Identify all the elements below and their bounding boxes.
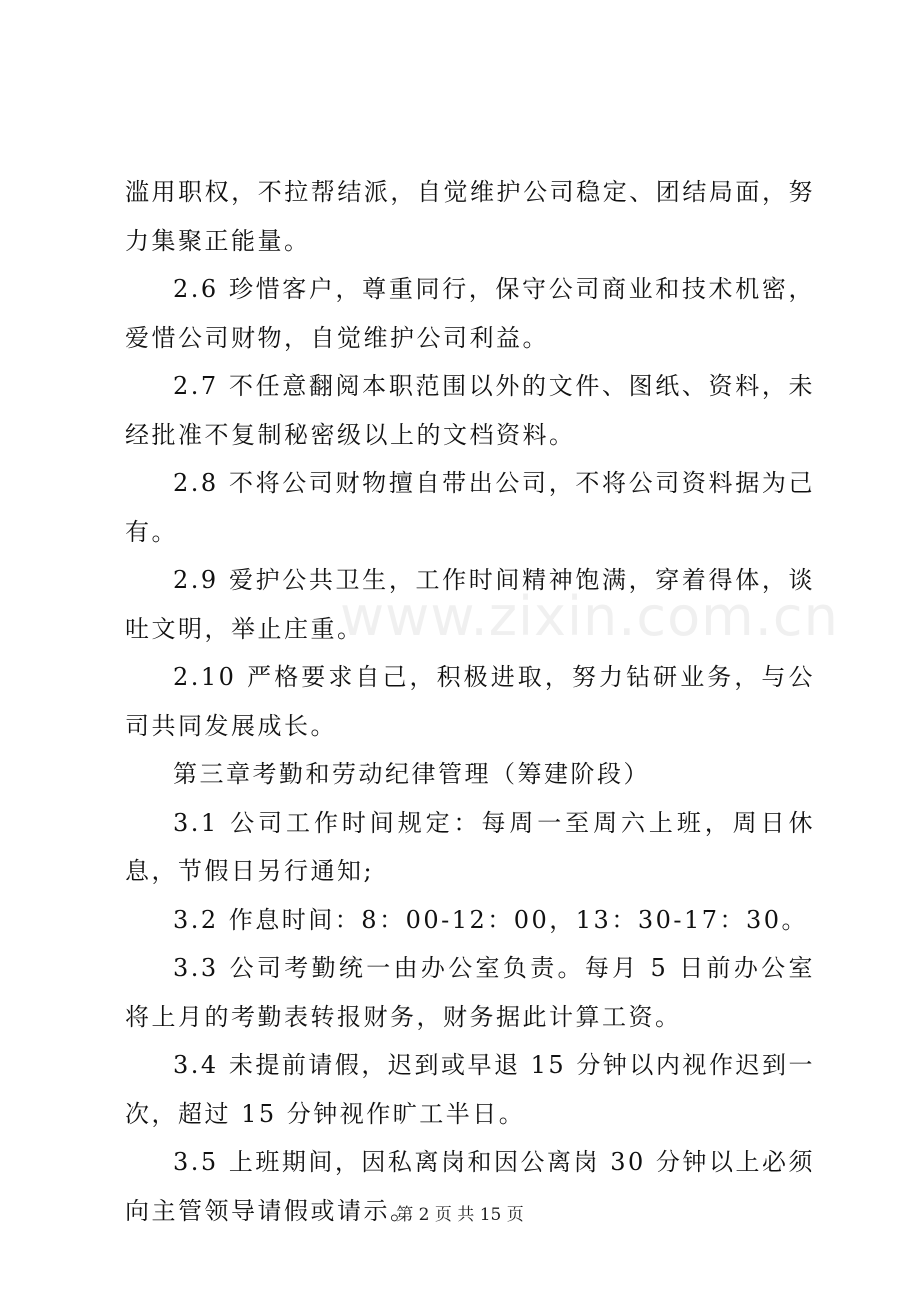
page-number-footer: 第 2 页 共 15 页 xyxy=(396,1205,524,1225)
paragraph-3-4: 3.4 未提前请假，迟到或早退 15 分钟以内视作迟到一次，超过 15 分钟视作旷工半日。 xyxy=(125,1051,815,1128)
paragraph-2-8: 2.8 不将公司财物擅自带出公司，不将公司资料据为己有。 xyxy=(125,469,815,546)
paragraph-2-6: 2.6 珍惜客户，尊重同行，保守公司商业和技术机密，爱惜公司财物，自觉维护公司利益。 xyxy=(125,275,815,352)
paragraph-continuation: 滥用职权，不拉帮结派，自觉维护公司稳定、团结局面，努力集聚正能量。 xyxy=(125,178,815,255)
paragraph-2-10: 2.10 严格要求自己，积极进取，努力钻研业务，与公司共同发展成长。 xyxy=(125,663,815,740)
paragraph-2-7: 2.7 不任意翻阅本职范围以外的文件、图纸、资料，未经批准不复制秘密级以上的文档资料。 xyxy=(125,372,815,449)
paragraph-3-5: 3.5 上班期间，因私离岗和因公离岗 30 分钟以上必须向主管领导请假或请示。 xyxy=(125,1148,815,1225)
paragraph-2-9: 2.9 爱护公共卫生，工作时间精神饱满，穿着得体，谈吐文明，举止庄重。 xyxy=(125,566,815,643)
watermark-text: www.zixin.com.cn xyxy=(340,585,839,648)
document-body xyxy=(125,168,815,1235)
paragraph-3-2: 3.2 作息时间：8：00-12：00，13：30-17：30。 xyxy=(173,905,809,934)
paragraph-3-1: 3.1 公司工作时间规定：每周一至周六上班，周日休息，节假日另行通知; xyxy=(125,808,815,885)
paragraph-3-3: 3.3 公司考勤统一由办公室负责。每月 5 日前办公室将上月的考勤表转报财务，财务据此计算工资。 xyxy=(125,954,815,1031)
chapter-3-heading: 第三章考勤和劳动纪律管理（筹建阶段） xyxy=(173,760,650,788)
